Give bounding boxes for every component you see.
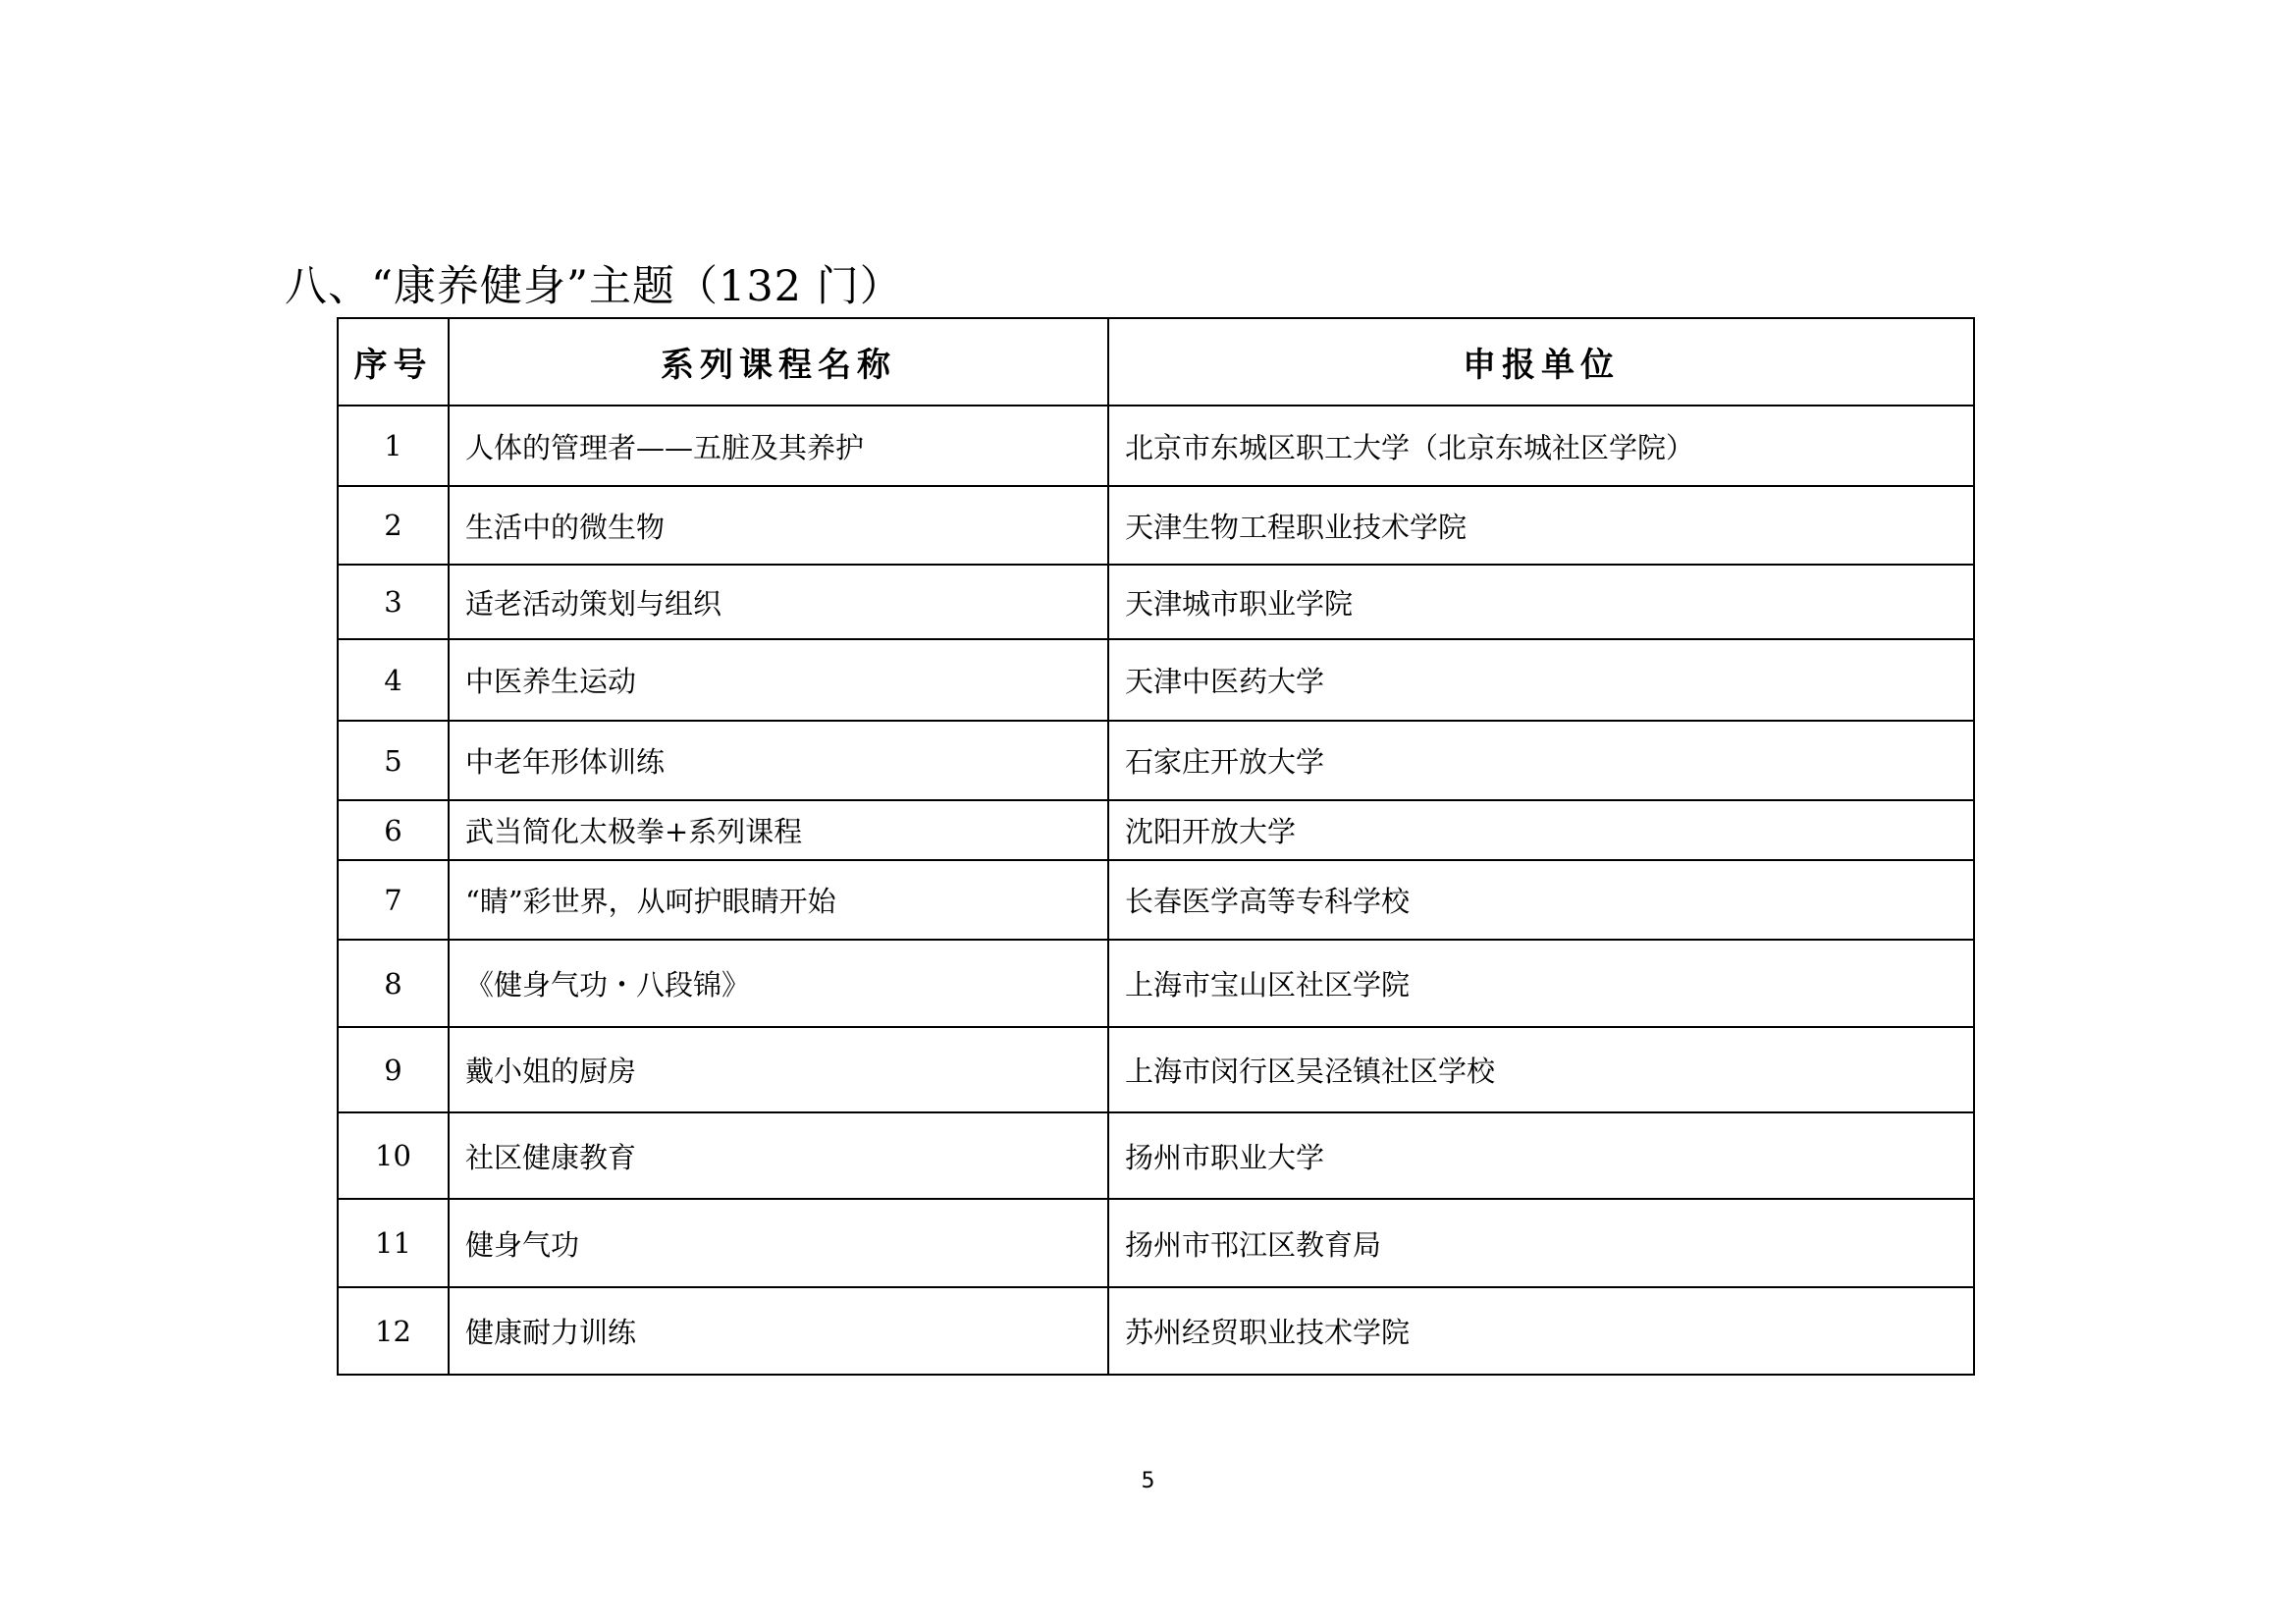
header-applicant-unit: 申报单位 — [1108, 318, 1974, 406]
row-index: 5 — [338, 721, 449, 800]
table-row — [338, 1287, 1974, 1375]
table-row — [338, 940, 1974, 1027]
row-course-name: 中医养生运动 — [449, 639, 1108, 721]
table-row — [338, 486, 1974, 565]
table-row — [338, 565, 1974, 639]
row-course-name: 健康耐力训练 — [449, 1287, 1108, 1375]
row-course-name: 中老年形体训练 — [449, 721, 1108, 800]
row-applicant-unit: 上海市闵行区吴泾镇社区学校 — [1108, 1027, 1974, 1112]
row-index: 2 — [338, 486, 449, 565]
section-title: 八、“康养健身”主题（132 门） — [285, 262, 903, 311]
table-row — [338, 1112, 1974, 1199]
row-course-name: 《健身气功・八段锦》 — [449, 940, 1108, 1027]
row-index: 4 — [338, 639, 449, 721]
page-number: 5 — [1141, 1469, 1155, 1493]
row-index: 9 — [338, 1027, 449, 1112]
row-index: 7 — [338, 860, 449, 940]
table-row — [338, 860, 1974, 940]
row-index: 12 — [338, 1287, 449, 1375]
header-index: 序号 — [338, 318, 449, 406]
row-applicant-unit: 天津生物工程职业技术学院 — [1108, 486, 1974, 565]
table-row — [338, 406, 1974, 486]
row-course-name: 人体的管理者——五脏及其养护 — [449, 406, 1108, 486]
row-index: 10 — [338, 1112, 449, 1199]
row-index: 1 — [338, 406, 449, 486]
row-course-name: 武当简化太极拳+系列课程 — [449, 800, 1108, 860]
row-applicant-unit: 上海市宝山区社区学院 — [1108, 940, 1974, 1027]
row-course-name: 戴小姐的厨房 — [449, 1027, 1108, 1112]
row-applicant-unit: 扬州市职业大学 — [1108, 1112, 1974, 1199]
row-course-name: “睛”彩世界，从呵护眼睛开始 — [449, 860, 1108, 940]
row-index: 8 — [338, 940, 449, 1027]
course-table — [337, 317, 1975, 1376]
row-applicant-unit: 长春医学高等专科学校 — [1108, 860, 1974, 940]
row-applicant-unit: 天津中医药大学 — [1108, 639, 1974, 721]
row-course-name: 社区健康教育 — [449, 1112, 1108, 1199]
row-applicant-unit: 苏州经贸职业技术学院 — [1108, 1287, 1974, 1375]
table-row — [338, 639, 1974, 721]
row-applicant-unit: 北京市东城区职工大学（北京东城社区学院） — [1108, 406, 1974, 486]
row-applicant-unit: 扬州市邗江区教育局 — [1108, 1199, 1974, 1287]
row-applicant-unit: 石家庄开放大学 — [1108, 721, 1974, 800]
table-row — [338, 1027, 1974, 1112]
table-row — [338, 800, 1974, 860]
row-index: 6 — [338, 800, 449, 860]
row-course-name: 适老活动策划与组织 — [449, 565, 1108, 639]
row-applicant-unit: 天津城市职业学院 — [1108, 565, 1974, 639]
row-index: 3 — [338, 565, 449, 639]
table-header-row — [338, 318, 1974, 406]
header-course-name: 系列课程名称 — [449, 318, 1108, 406]
table-row — [338, 1199, 1974, 1287]
row-index: 11 — [338, 1199, 449, 1287]
row-course-name: 健身气功 — [449, 1199, 1108, 1287]
row-applicant-unit: 沈阳开放大学 — [1108, 800, 1974, 860]
row-course-name: 生活中的微生物 — [449, 486, 1108, 565]
table-row — [338, 721, 1974, 800]
